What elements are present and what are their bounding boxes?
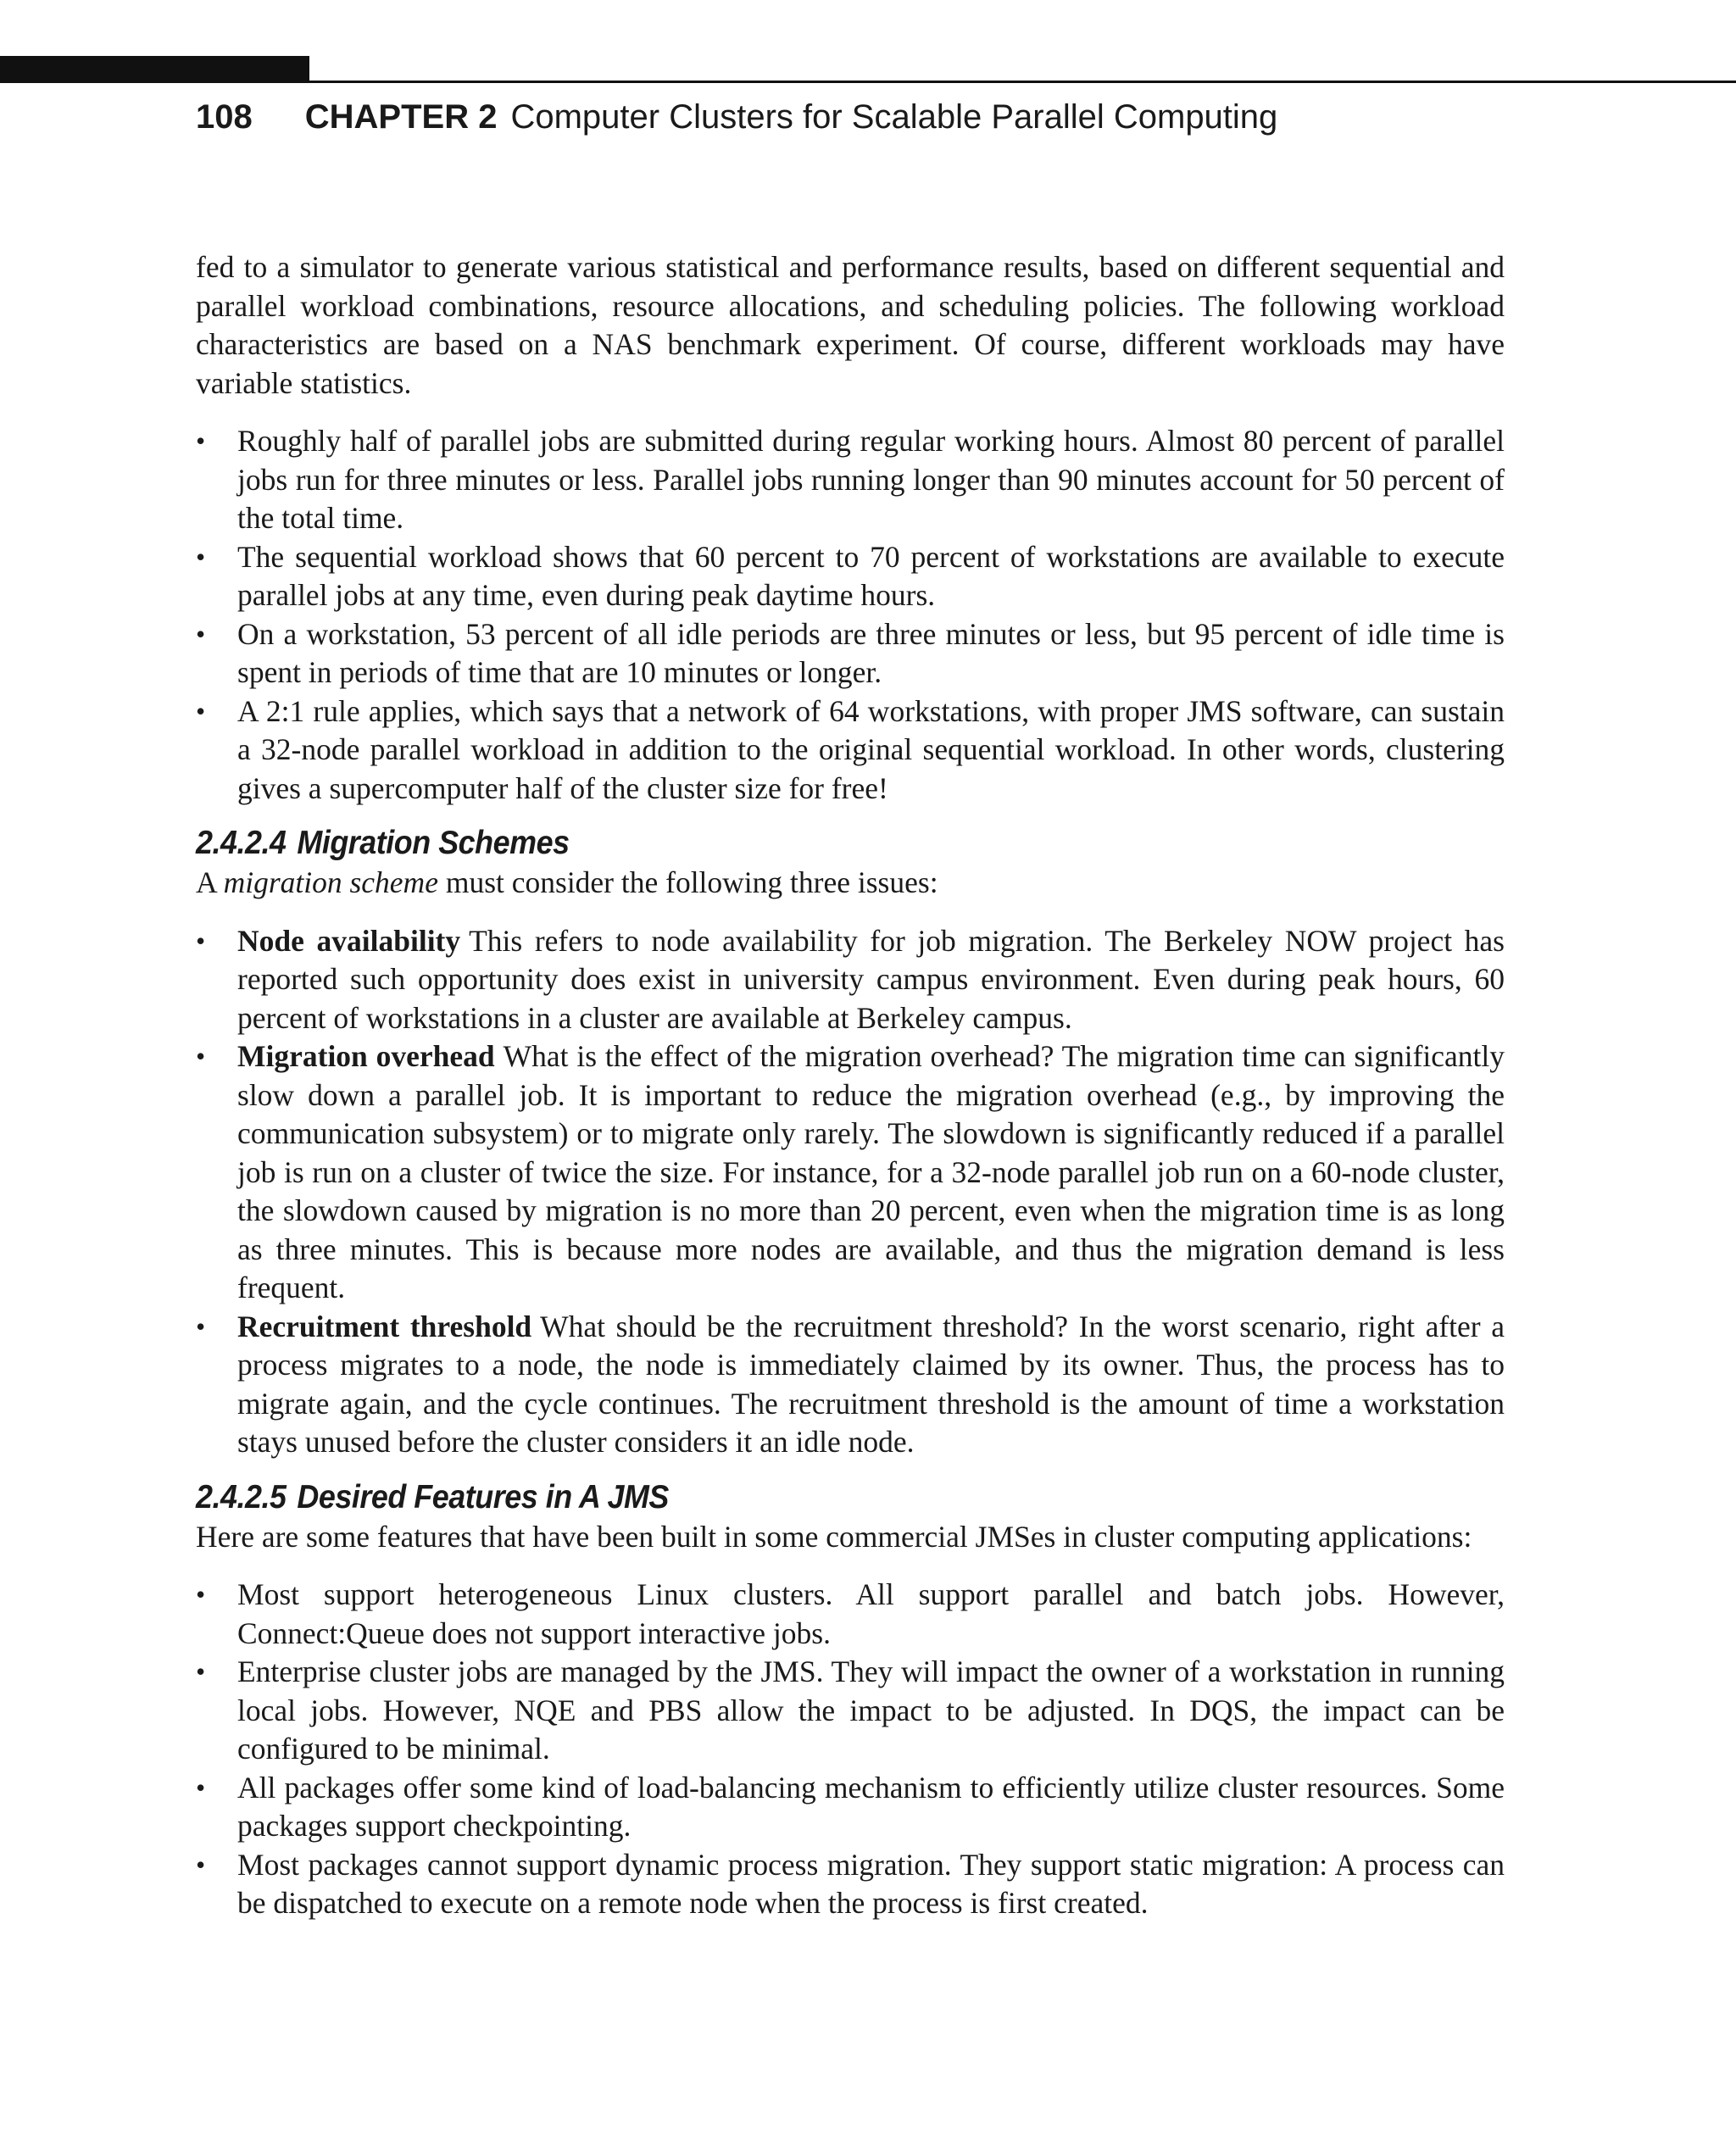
bullet-icon: •	[196, 1656, 206, 1687]
bullet-icon: •	[196, 618, 206, 649]
list-item-text: What should be the recruitment threshold? In the worst scenario, right after a process migrates to a node, the node is immediately claimed by its owner. Thus, the process has to migrate again, and the cycle continues. The recruitment threshold is the amount of time a workstation stays unused before the cluster considers it an idle node.	[237, 1309, 1505, 1459]
list-item-text: All packages offer some kind of load-balancing mechanism to efficiently utilize cluster resources. Some packages support checkpointing.	[237, 1770, 1505, 1843]
list-item-text: Most support heterogeneous Linux clusters. All support parallel and batch jobs. However, Connect:Queue does not support interactive jobs.	[237, 1577, 1505, 1650]
migration-intro	[196, 864, 1505, 903]
bullet-icon: •	[196, 541, 206, 572]
list-item-text: A 2:1 rule applies, which says that a network of 64 workstations, with proper JMS software, can sustain a 32-node parallel workload in addition to the original sequential workload. In other words, clustering gives a supercomputer half of the cluster size for free!	[237, 693, 1505, 805]
features-list	[196, 1576, 1505, 1923]
list-item	[196, 1308, 1505, 1462]
list-item	[196, 1576, 1505, 1653]
intro-suffix: must consider the following three issues:	[437, 865, 938, 899]
list-item	[196, 538, 1505, 615]
list-item	[196, 922, 1505, 1038]
list-item-text: What is the effect of the migration overhead? The migration time can significantly slow down a parallel job. It is important to reduce the migration overhead (e.g., by improving the communication subsystem) or to migrate only rarely. The slowdown is significantly reduced if a parallel job is run on a cluster of twice the size. For instance, for a 32-node parallel job run on a 60-node cluster, the slowdown caused by migration is no more than 20 percent, even when the migration time is as long as three minutes. This is because more nodes are available, and thus the migration demand is less frequent.	[237, 1039, 1505, 1304]
bullet-icon: •	[196, 1771, 206, 1803]
list-item-text: The sequential workload shows that 60 percent to 70 percent of workstations are available to execute parallel jobs at any time, even during peak daytime hours.	[237, 539, 1505, 612]
chapter-title: Computer Clusters for Scalable Parallel Computing	[510, 98, 1278, 136]
section-heading-migration	[196, 823, 1399, 864]
intro-paragraph: fed to a simulator to generate various statistical and performance results, based on different sequential and parallel workload combinations, resource allocations, and scheduling policies. The following workload characteristics are based on a NAS benchmark experiment. Of course, different workloads may have variable statistics.	[196, 250, 1505, 400]
list-item	[196, 1769, 1505, 1846]
section-heading-features	[196, 1477, 1399, 1518]
header-bar	[0, 56, 309, 83]
page-number: 108	[196, 98, 253, 136]
bullet-icon: •	[196, 1041, 206, 1071]
features-intro: Here are some features that have been built in some commercial JMSes in cluster computing applications:	[196, 1519, 1472, 1554]
running-head	[196, 92, 1277, 142]
section-title: Desired Features in A JMS	[297, 1478, 669, 1515]
list-item-text: Most packages cannot support dynamic process migration. They support static migration: A process can be dispatched to execute on a remote node when the process is first created.	[237, 1847, 1505, 1920]
bullet-icon: •	[196, 695, 206, 726]
header-rule	[309, 81, 1736, 83]
bullet-icon: •	[196, 1310, 206, 1342]
migration-issues-list	[196, 922, 1505, 1462]
list-item	[196, 692, 1505, 809]
page-body	[196, 248, 1505, 1923]
list-item	[196, 1653, 1505, 1769]
bullet-icon: •	[196, 925, 206, 956]
section-number: 2.4.2.4	[196, 825, 287, 861]
workload-list	[196, 422, 1505, 808]
list-item-lead: Node availability	[237, 923, 461, 958]
list-item	[196, 1037, 1505, 1308]
section-title: Migration Schemes	[297, 825, 570, 861]
intro-prefix: A	[196, 865, 224, 899]
list-item-text: Roughly half of parallel jobs are submitted during regular working hours. Almost 80 percent of parallel jobs run for three minutes or less. Parallel jobs running longer than 90 minutes account for 50 percent of the total time.	[237, 424, 1505, 535]
list-item	[196, 1846, 1505, 1923]
intro-term: migration scheme	[223, 865, 438, 899]
bullet-icon: •	[196, 1849, 206, 1880]
bullet-icon: •	[196, 425, 206, 456]
list-item-text: This refers to node availability for job migration. The Berkeley NOW project has reported such opportunity does exist in university campus environment. Even during peak hours, 60 percent of workstations in a cluster are available at Berkeley campus.	[237, 923, 1505, 1035]
list-item-text: On a workstation, 53 percent of all idle periods are three minutes or less, but 95 percent of idle time is spent in periods of time that are 10 minutes or longer.	[237, 616, 1505, 689]
list-item-text: Enterprise cluster jobs are managed by the JMS. They will impact the owner of a workstation in running local jobs. However, NQE and PBS allow the impact to be adjusted. In DQS, the impact can be configured to be minimal.	[237, 1654, 1505, 1766]
list-item-lead: Migration overhead	[237, 1039, 495, 1073]
list-item	[196, 615, 1505, 692]
list-item	[196, 422, 1505, 538]
bullet-icon: •	[196, 1579, 206, 1610]
list-item-lead: Recruitment threshold	[237, 1309, 532, 1343]
chapter-label: CHAPTER 2	[304, 98, 498, 136]
section-number: 2.4.2.5	[196, 1478, 287, 1515]
